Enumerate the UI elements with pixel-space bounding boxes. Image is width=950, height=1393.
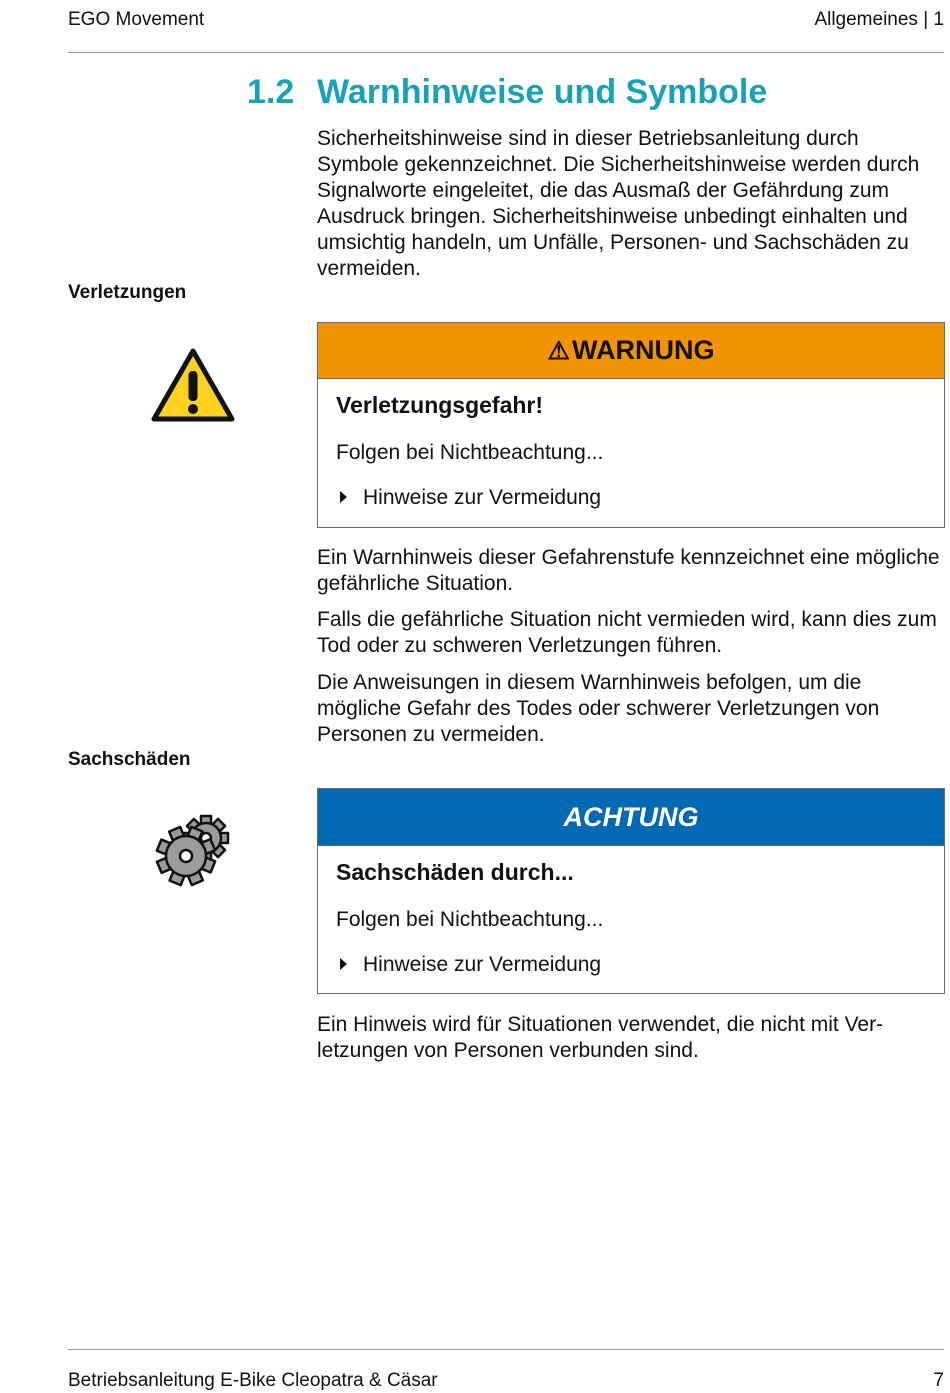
side-label-injuries: Verletzungen bbox=[68, 282, 187, 303]
warning-box-bullet-text: Hinweise zur Vermeidung bbox=[363, 486, 602, 509]
section-title-text: Warnhinweise und Symbole bbox=[317, 73, 768, 111]
caution-box-bullet-text: Hinweise zur Vermeidung bbox=[363, 953, 602, 976]
damage-paragraph: Ein Hinweis wird für Situationen verwendet, die nicht mit Verletzungen von Personen verbunden sind. bbox=[317, 1013, 884, 1062]
small-warning-icon: ⚠ bbox=[547, 337, 570, 365]
caution-box-consequence: Folgen bei Nichtbeachtung... bbox=[336, 908, 604, 931]
warning-box-bullet bbox=[340, 486, 601, 510]
bullet-arrow-icon bbox=[340, 491, 347, 503]
injuries-paragraph-3: Die Anweisungen in diesem Warnhinweis befolgen, um die mögliche Gefahr des Todes oder schwerer Verletzungen von Personen zu vermeiden. bbox=[317, 671, 880, 746]
warning-box-header bbox=[318, 323, 944, 379]
warning-box-consequence: Folgen bei Nichtbeachtung... bbox=[336, 441, 604, 464]
bullet-arrow-icon bbox=[340, 958, 347, 970]
warning-signal-word: WARNUNG bbox=[571, 335, 715, 365]
section-number: 1.2 bbox=[247, 73, 295, 111]
caution-box-bullet bbox=[340, 953, 601, 977]
header-divider bbox=[68, 52, 944, 53]
caution-box bbox=[317, 788, 945, 994]
side-label-damage: Sachschäden bbox=[68, 749, 191, 770]
warning-box bbox=[317, 322, 945, 528]
footer-document-title: Betriebsanleitung E-Bike Cleopatra & Cäsar bbox=[68, 1370, 438, 1391]
warning-triangle-icon bbox=[150, 347, 236, 423]
intro-paragraph: Sicherheitshinweise sind in dieser Betriebsanleitung durch Symbole gekennzeichnet. Die Sicherheitshinweise werden durch Signalworte eingeleitet, die das Ausmaß der Gefährdung zum Ausdruck bringen. Sicherheitshinweise unbedingt einhalten und umsichtig handeln, um Unfälle, Personen- und Sachschäden zu vermeiden. bbox=[317, 127, 920, 280]
header-product: EGO Movement bbox=[68, 9, 205, 30]
caution-box-title: Sachschäden durch... bbox=[336, 859, 574, 885]
footer-page-number: 7 bbox=[933, 1370, 944, 1391]
footer-divider bbox=[68, 1349, 944, 1350]
gears-icon bbox=[154, 810, 232, 890]
header-chapter: Allgemeines | 1 bbox=[814, 9, 944, 30]
section-title bbox=[247, 73, 767, 112]
caution-box-header: ACHTUNG bbox=[318, 789, 944, 846]
injuries-paragraph-2: Falls die gefährliche Situation nicht vermieden wird, kann dies zum Tod oder zu schweren Verletzungen führen. bbox=[317, 608, 937, 657]
injuries-paragraph-1: Ein Warnhinweis dieser Gefahrenstufe kennzeichnet eine mögliche gefährliche Situation. bbox=[317, 546, 940, 595]
warning-box-title: Verletzungsgefahr! bbox=[336, 392, 544, 418]
